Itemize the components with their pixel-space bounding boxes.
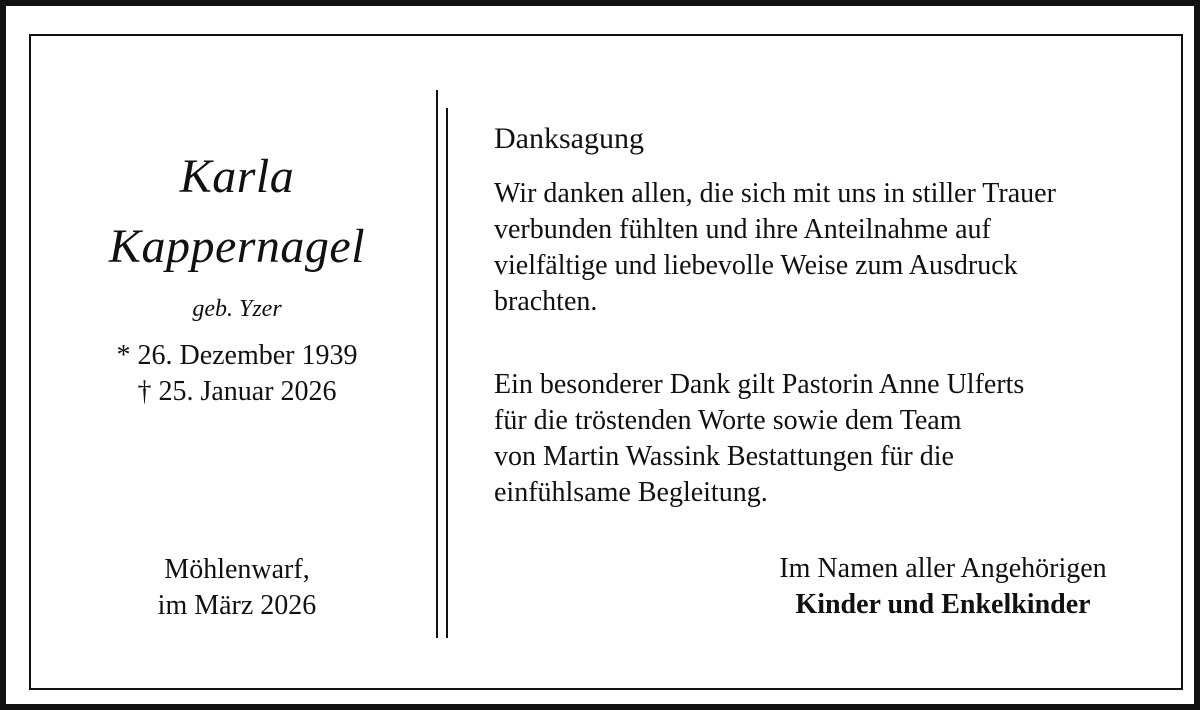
thanks-heading: Danksagung (494, 122, 644, 155)
thanks-paragraph-1 (494, 176, 1144, 320)
thanks-paragraph-2-line: Ein besonderer Dank gilt Pastorin Anne Ulferts (494, 369, 1025, 400)
thanks-paragraph-2-line: einfühlsame Begleitung. (494, 477, 768, 508)
thanks-paragraph-2 (494, 367, 1144, 511)
death-date: † 25. Januar 2026 (137, 376, 337, 407)
deceased-last-name: Kappernagel (108, 220, 366, 273)
notice-date: im März 2026 (157, 590, 317, 621)
place-name: Möhlenwarf, (164, 554, 310, 585)
thanks-paragraph-1-line: brachten. (494, 286, 598, 317)
signoff-family: Kinder und Enkelkinder (795, 589, 1091, 620)
thanks-paragraph-1-line: Wir danken allen, die sich mit uns in stiller Trauer (494, 178, 1056, 209)
deceased-maiden-name: geb. Yzer (192, 296, 282, 322)
thanks-paragraph-1-line: verbunden fühlten und ihre Anteilnahme auf (494, 214, 991, 245)
thanks-paragraph-2-line: von Martin Wassink Bestattungen für die (494, 441, 954, 472)
signoff-on-behalf: Im Namen aller Angehörigen (779, 553, 1107, 584)
deceased-first-name: Karla (179, 150, 295, 203)
thanks-paragraph-2-line: für die tröstenden Worte sowie dem Team (494, 405, 962, 436)
birth-date: * 26. Dezember 1939 (116, 340, 358, 371)
thanks-paragraph-1-line: vielfältige und liebevolle Weise zum Ausdruck (494, 250, 1018, 281)
column-divider-right (446, 108, 448, 638)
